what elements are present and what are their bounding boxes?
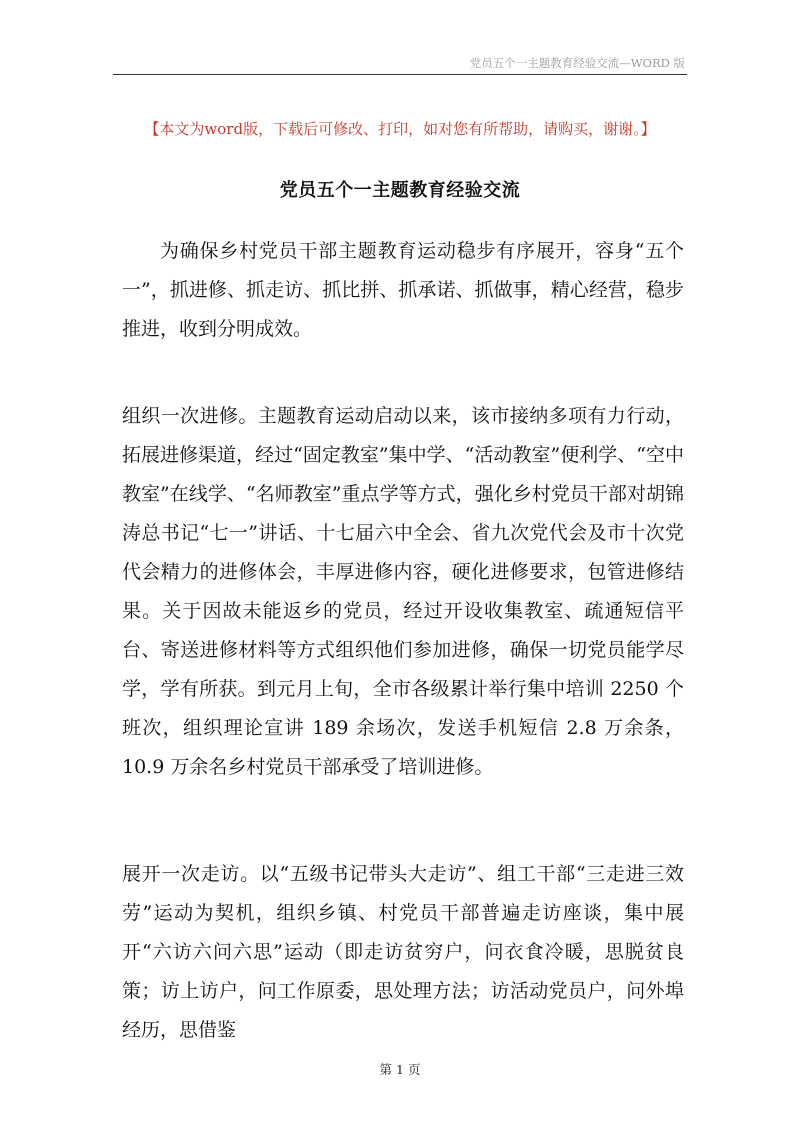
page-number: 第 1 页: [379, 1062, 421, 1077]
document-title: 党员五个一主题教育经验交流: [279, 180, 521, 201]
download-notice: 【本文为word版，下载后可修改、打印，如对您有所帮助，请购买，谢谢。】: [144, 120, 656, 138]
paragraph-intro: 为确保乡村党员干部主题教育运动稳步有序展开，容身“五个一”，抓进修、抓走访、抓比拼、抓承诺、抓做事，精心经营，稳步推进，收到分明成效。: [122, 240, 684, 340]
paragraph-study: 组织一次进修。主题教育运动启动以来，该市接纳多项有力行动，拓展进修渠道，经过“固定教室”集中学、“活动教室”便利学、“空中教室”在线学、“名师教室”重点学等方式，强化乡村党员干部对胡锦涛总书记“七一”讲话、十七届六中全会、省九次党代会及市十次党代会精力的进修体会，丰厚进修内容，硬化进修要求，包管进修结果。关于因故未能返乡的党员，经过开设收集教室、疏通短信平台、寄送进修材料等方式组织他们参加进修，确保一切党员能学尽学，学有所获。到元月上旬，全市各级累计举行集中培训 2250 个班次，组织理论宣讲 189 余场次，发送手机短信 2.8 万余条，10.9 万余名乡村党员干部承受了培训进修。: [122, 405, 684, 778]
header-title: 党员五个一主题教育经验交流—WORD 版: [469, 56, 685, 70]
paragraph-visit: 展开一次走访。以“五级书记带头大走访”、组工干部“三走进三效劳”运动为契机，组织乡镇、村党员干部普遍走访座谈，集中展开“六访六问六思”运动（即走访贫穷户，问衣食冷暖，思脱贫良策；访上访户，问工作原委，思处理方法；访活动党员户，问外埠经历，思借鉴: [122, 863, 684, 1041]
page-header: [113, 52, 687, 75]
